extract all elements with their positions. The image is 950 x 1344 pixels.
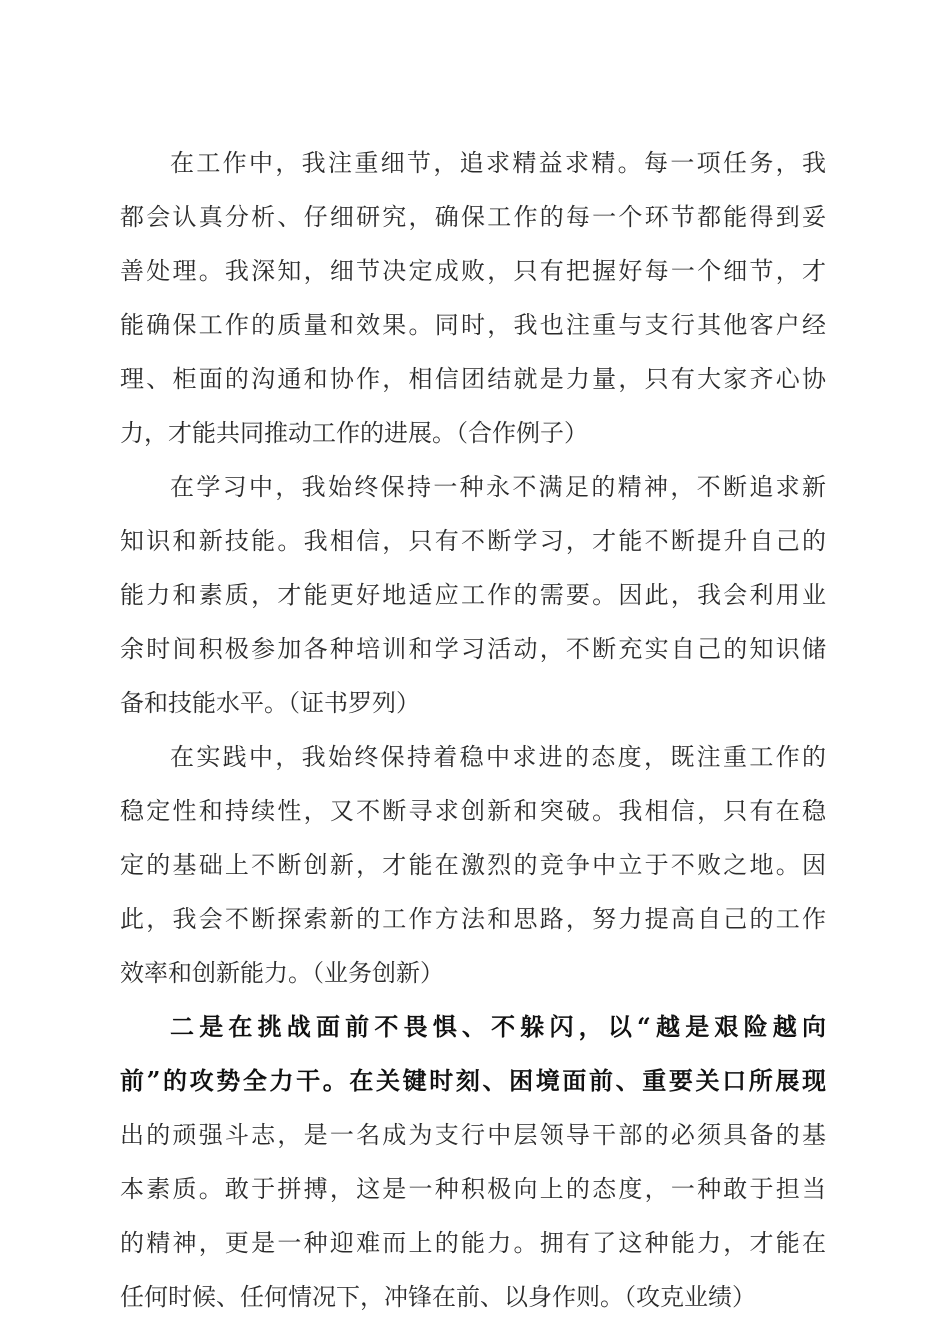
text-line: 任何时候、任何情况下，冲锋在前、以身作则。（攻克业绩） (120, 1283, 756, 1311)
text-line: 此，我会不断探索新的工作方法和思路，努力提高自己的工作 (120, 905, 826, 933)
text-line: 备和技能水平。（证书罗列） (120, 689, 420, 717)
text-line: 能确保工作的质量和效果。同时，我也注重与支行其他客户经 (120, 311, 826, 339)
heading-line: 二是在挑战面前不畏惧、不躲闪，以“越是艰险越向 (170, 1012, 826, 1041)
text-line: 的精神，更是一种迎难而上的能力。拥有了这种能力，才能在 (120, 1229, 826, 1257)
text-line: 稳定性和持续性，又不断寻求创新和突破。我相信，只有在稳 (120, 797, 826, 825)
text-line: 知识和新技能。我相信，只有不断学习，才能不断提升自己的 (120, 527, 826, 555)
text-line: 出的顽强斗志，是一名成为支行中层领导干部的必须具备的基 (120, 1121, 826, 1149)
heading-line: 前”的攻势全力干。在关键时刻、困境面前、重要关口所展现 (120, 1066, 826, 1095)
text-line: 在学习中，我始终保持一种永不满足的精神，不断追求新 (170, 473, 826, 501)
paragraph-practice (120, 730, 826, 1000)
document-body (120, 136, 826, 1324)
text-line: 本素质。敢于拼搏，这是一种积极向上的态度，一种敢于担当 (120, 1175, 826, 1203)
text-line: 在实践中，我始终保持着稳中求进的态度，既注重工作的 (170, 743, 826, 771)
paragraph-study (120, 460, 826, 730)
text-line: 都会认真分析、仔细研究，确保工作的每一个环节都能得到妥 (120, 203, 826, 231)
paragraph-work (120, 136, 826, 460)
paragraph-challenge (120, 1000, 826, 1324)
text-line: 效率和创新能力。（业务创新） (120, 959, 444, 987)
text-line: 理、柜面的沟通和协作，相信团结就是力量，只有大家齐心协 (120, 365, 826, 393)
text-line: 在工作中，我注重细节，追求精益求精。每一项任务，我 (170, 149, 826, 177)
text-line: 能力和素质，才能更好地适应工作的需要。因此，我会利用业 (120, 581, 826, 609)
text-line: 定的基础上不断创新，才能在激烈的竞争中立于不败之地。因 (120, 851, 826, 879)
text-line: 力，才能共同推动工作的进展。（合作例子） (120, 419, 588, 447)
text-line: 余时间积极参加各种培训和学习活动，不断充实自己的知识储 (120, 635, 826, 663)
text-line: 善处理。我深知，细节决定成败，只有把握好每一个细节，才 (120, 257, 826, 285)
